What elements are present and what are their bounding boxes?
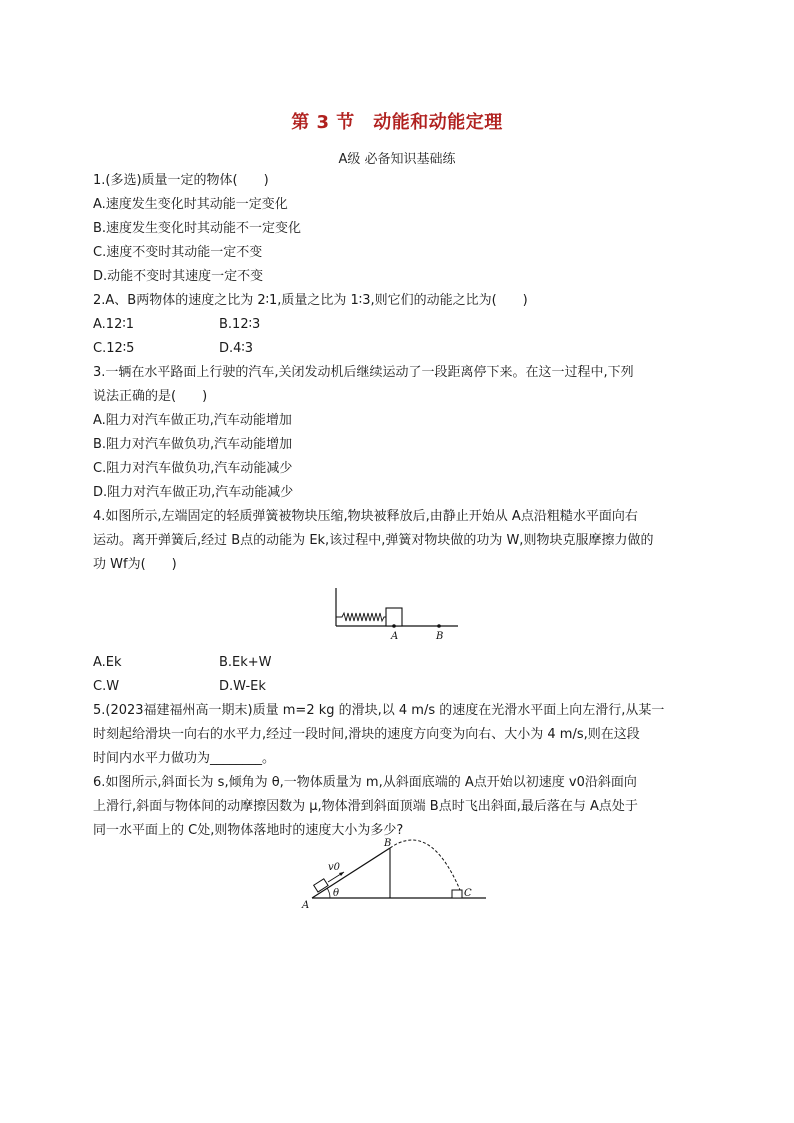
q3-option-a: A.阻力对汽车做正功,汽车动能增加 (93, 413, 292, 428)
q2-option-b: B.12∶3 (219, 317, 261, 332)
q2-stem: 2.A、B两物体的速度之比为 2∶1,质量之比为 1∶3,则它们的动能之比为( ) (93, 293, 528, 308)
label-v0: v0 (328, 862, 341, 873)
q4-stem-line2: 运动。离开弹簧后,经过 B点的动能为 Ek,该过程中,弹簧对物块做的功为 W,则物块克服摩擦力做的 (93, 533, 654, 548)
q6-stem-line2: 上滑行,斜面与物体间的动摩擦因数为 μ,物体滑到斜面顶端 B点时飞出斜面,最后落在与 A点处于 (93, 799, 638, 814)
q3-stem-line1: 3.一辆在水平路面上行驶的汽车,关闭发动机后继续运动了一段距离停下来。在这一过程中,下列 (93, 365, 634, 380)
q3-option-c: C.阻力对汽车做负功,汽车动能减少 (93, 461, 293, 476)
label-b: B (384, 838, 392, 849)
q2-option-d: D.4∶3 (219, 341, 254, 356)
label-a: A (302, 900, 310, 910)
q6-stem-line1: 6.如图所示,斜面长为 s,倾角为 θ,一物体质量为 m,从斜面底端的 A点开始以初速度 v0沿斜面向 (93, 775, 637, 790)
q1-stem: 1.(多选)质量一定的物体( ) (93, 173, 269, 188)
label-a: A (391, 631, 399, 640)
q1-option-b: B.速度发生变化时其动能不一定变化 (93, 221, 302, 236)
block (386, 608, 402, 626)
q4-option-c: C.W (93, 679, 120, 694)
q4-option-a: A.Ek (93, 655, 122, 670)
q6-stem-line3: 同一水平面上的 C处,则物体落地时的速度大小为多少? (93, 823, 404, 838)
spring-block-figure (330, 584, 466, 640)
q4-stem-line3: 功 Wf为( ) (93, 557, 177, 572)
q4-option-b: B.Ek+W (219, 655, 272, 670)
q2-option-c: C.12∶5 (93, 341, 135, 356)
q1-option-a: A.速度发生变化时其动能一定变化 (93, 197, 288, 212)
landed-block (452, 890, 462, 898)
q5-stem-line3: 时间内水平力做功为________。 (93, 751, 276, 766)
q3-stem-line2: 说法正确的是( ) (93, 389, 208, 404)
label-c: C (464, 888, 472, 899)
trajectory (390, 840, 460, 890)
q5-stem-line1: 5.(2023福建福州高一期末)质量 m=2 kg 的滑块,以 4 m/s 的速度在光滑水平面上向左滑行,从某一 (93, 703, 665, 718)
point-b-dot (437, 624, 441, 628)
label-theta: θ (333, 888, 340, 899)
q1-option-c: C.速度不变时其动能一定不变 (93, 245, 263, 260)
angle-arc (327, 888, 330, 898)
section-level: A级 必备知识基础练 (338, 152, 456, 167)
q3-option-d: D.阻力对汽车做正功,汽车动能减少 (93, 485, 294, 500)
label-b: B (436, 631, 444, 640)
q2-option-a: A.12∶1 (93, 317, 134, 332)
q5-stem-line2: 时刻起给滑块一向右的水平力,经过一段时间,滑块的速度方向变为向右、大小为 4 m/s,则在这段 (93, 727, 640, 742)
page-title: 第 3 节 动能和动能定理 (291, 112, 503, 133)
point-a-dot (392, 624, 396, 628)
q3-option-b: B.阻力对汽车做负功,汽车动能增加 (93, 437, 293, 452)
incline (312, 848, 390, 898)
q4-stem-line1: 4.如图所示,左端固定的轻质弹簧被物块压缩,物块被释放后,由静止开始从 A点沿粗糙水平面向右 (93, 509, 638, 524)
sliding-block (314, 879, 328, 892)
spring (336, 613, 386, 621)
q4-option-d: D.W-Ek (219, 679, 266, 694)
incline-projectile-figure (300, 838, 492, 910)
q1-option-d: D.动能不变时其速度一定不变 (93, 269, 264, 284)
